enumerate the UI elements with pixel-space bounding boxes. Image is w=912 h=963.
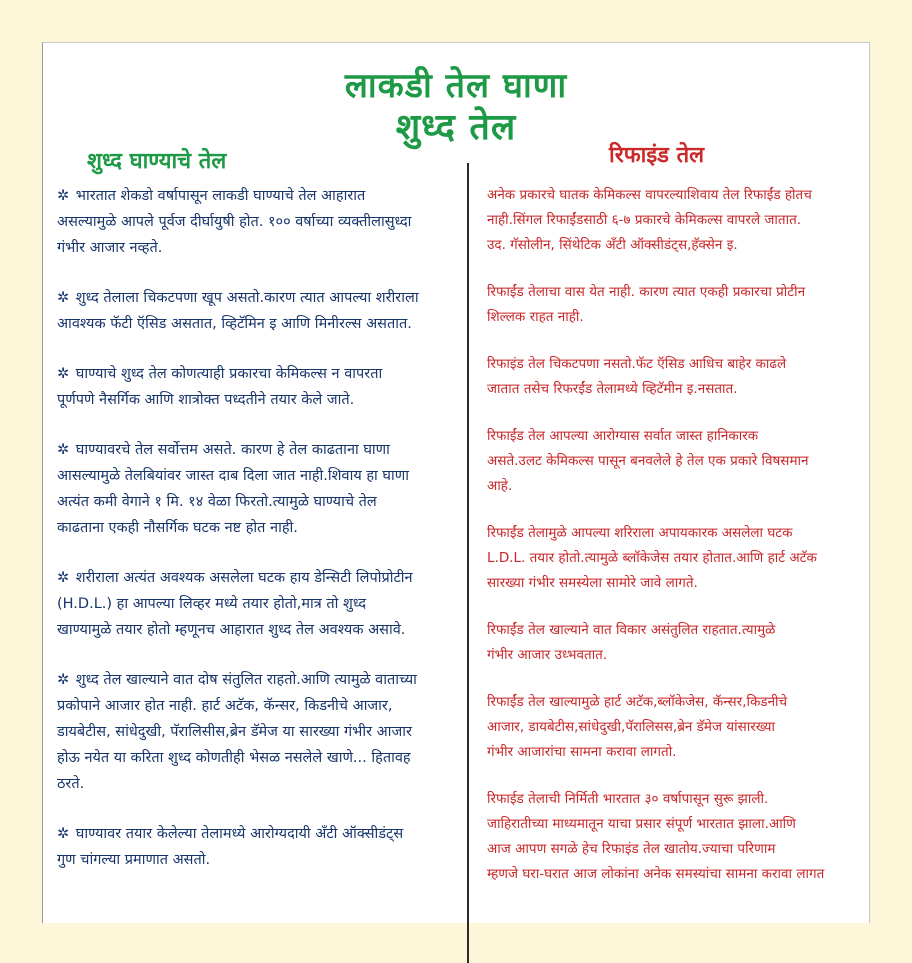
pure-oil-point-text: घाण्यावर तयार केलेल्या तेलामध्ये आरोग्यदायी अँटी ऑक्सीडंट्स गुण चांगल्या प्रमाणात असतो. (57, 826, 404, 868)
asterisk-bullet-icon: ✲ (57, 570, 70, 586)
pure-oil-column (57, 183, 457, 873)
pure-oil-point (57, 361, 457, 413)
refined-oil-point: रिफाईंड तेल आपल्या आरोग्यास सर्वात जास्त हानिकारक असते.उलट केमिकल्स पासून बनवलेले हे तेल एक प्रकारे विषसमान आहे. (487, 428, 809, 494)
pure-oil-point-text: शुध्द तेलाला चिकटपणा खूप असतो.कारण त्यात आपल्या शरीराला आवश्यक फॅटी ऍसिड असतात, व्हिटॅमिन इ आणि मिनीरल्स असतात. (57, 290, 419, 332)
pure-oil-point (57, 183, 457, 261)
pure-oil-point (57, 565, 457, 643)
column-divider (467, 163, 469, 963)
refined-oil-point: रिफाईंड तेल खाल्यामुळे हार्ट अटॅक,ब्लॉकेजेस, कॅन्सर,किडनीचे आजार, डायबेटीस,सांधेदुखी,पॅरालिसस,ब्रेन डॅमेज यांसारख्या गंभीर आजारांचा सामना करावा लागतो. (487, 694, 788, 760)
refined-oil-column (487, 183, 869, 887)
pure-oil-point-text: भारतात शेकडो वर्षापासून लाकडी घाण्याचे तेल आहारात असल्यामुळे आपले पूर्वज दीर्घायुषी होत. १०० वर्षाच्या व्यक्तीलासुध्दा गंभीर आजार नव्हते. (57, 188, 412, 256)
refined-oil-point: रिफाईड तेलाची निर्मिती भारतात ३० वर्षापासून सुरू झाली. जाहिरातीच्या माध्यमातून याचा प्रसार संपूर्ण भारतात झाला.आणि आज आपण सगळे हेच रिफाइंड तेल खातोय.ज्याचा परिणाम म्हणजे घरा-घरात आज लोकांना अनेक समस्यांचा सामना करावा लागत (487, 791, 825, 882)
title-line-1: लाकडी तेल घाणा (344, 66, 568, 106)
pure-oil-point (57, 285, 457, 337)
refined-oil-heading: रिफाइंड तेल (609, 143, 705, 168)
asterisk-bullet-icon: ✲ (57, 366, 70, 382)
asterisk-bullet-icon: ✲ (57, 442, 70, 458)
pure-oil-point (57, 667, 457, 797)
refined-oil-point: रिफाईंड तेलाचा वास येत नाही. कारण त्यात एकही प्रकारचा प्रोटीन शिल्लक राहत नाही. (487, 284, 806, 325)
pure-oil-heading: शुध्द घाण्याचे तेल (87, 149, 227, 174)
asterisk-bullet-icon: ✲ (57, 188, 70, 204)
pure-oil-point-text: शरीराला अत्यंत अवश्यक असलेला घटक हाय डेन्सिटी लिपोप्रोटीन (H.D.L.) हा आपल्या लिव्हर मध्ये तयार होतो,मात्र तो शुध्द खाण्यामुळे तयार होतो म्हणूनच आहारात शुध्द तेल अवश्यक असावे. (57, 570, 413, 638)
asterisk-bullet-icon: ✲ (57, 826, 70, 842)
pure-oil-point-text: घाण्याचे शुध्द तेल कोणत्याही प्रकारचा केमिकल्स न वापरता पूर्णपणे नैसर्गिक आणि शात्रोक्त पध्दतीने तयार केले जाते. (57, 366, 383, 408)
pure-oil-point-text: शुध्द तेल खाल्याने वात दोष संतुलित राहतो.आणि त्यामुळे वाताच्या प्रकोपाने आजार होत नाही. हार्ट अटॅक, कॅन्सर, किडनीचे आजार, डायबेटीस, सांधेदुखी, पॅरालिसीस,ब्रेन डॅमेज या सारख्या गंभीर आजार होऊ नयेत या करिता शुध्द कोणतीही भेसळ नसलेले खाणे... हितावह ठरते. (57, 672, 417, 792)
refined-oil-point: रिफाइंड तेल चिकटपणा नसतो.फॅट ऍसिड आधिच बाहेर काढले जातात तसेच रिफरईंड तेलामध्ये व्हिटॅमीन इ.नसतात. (487, 356, 787, 397)
refined-oil-point: रिफाईंड तेल खाल्याने वात विकार असंतुलित राहतात.त्यामुळे गंभीर आजार उध्भवतात. (487, 622, 776, 663)
pure-oil-point (57, 437, 457, 541)
pure-oil-point-text: घाण्यावरचे तेल सर्वोत्तम असते. कारण हे तेल काढताना घाणा आसल्यामुळे तेलबियांवर जास्त दाब दिला जात नाही.शिवाय हा घाणा अत्यंत कमी वेगाने १ मि. १४ वेळा फिरतो.त्यामुळे घाण्याचे तेल काढताना एकही नौसर्गिक घटक नष्ट होत नाही. (57, 442, 409, 536)
refined-oil-point: अनेक प्रकारचे घातक केमिकल्स वापरल्याशिवाय तेल रिफाईंड होतच नाही.सिंगल रिफाईंडसाठी ६-७ प्रकारचे केमिकल्स वापरले जातात. उद. गॅसोलीन, सिंथेटिक अँटी ऑक्सीडंट्स,हॅक्सेन इ. (487, 187, 812, 253)
pure-oil-point (57, 821, 457, 873)
refined-oil-point: रिफाईंड तेलामुळे आपल्या शरिराला अपायकारक असलेला घटक L.D.L. तयार होतो.त्यामुळे ब्लॉकेजेस तयार होतात.आणि हार्ट अटॅक सारख्या गंभीर समस्येला सामोरे जावे लागते. (487, 525, 817, 591)
title-line-2: शुध्द तेल (395, 107, 517, 148)
asterisk-bullet-icon: ✲ (57, 672, 70, 688)
asterisk-bullet-icon: ✲ (57, 290, 70, 306)
poster-sheet (42, 42, 870, 923)
